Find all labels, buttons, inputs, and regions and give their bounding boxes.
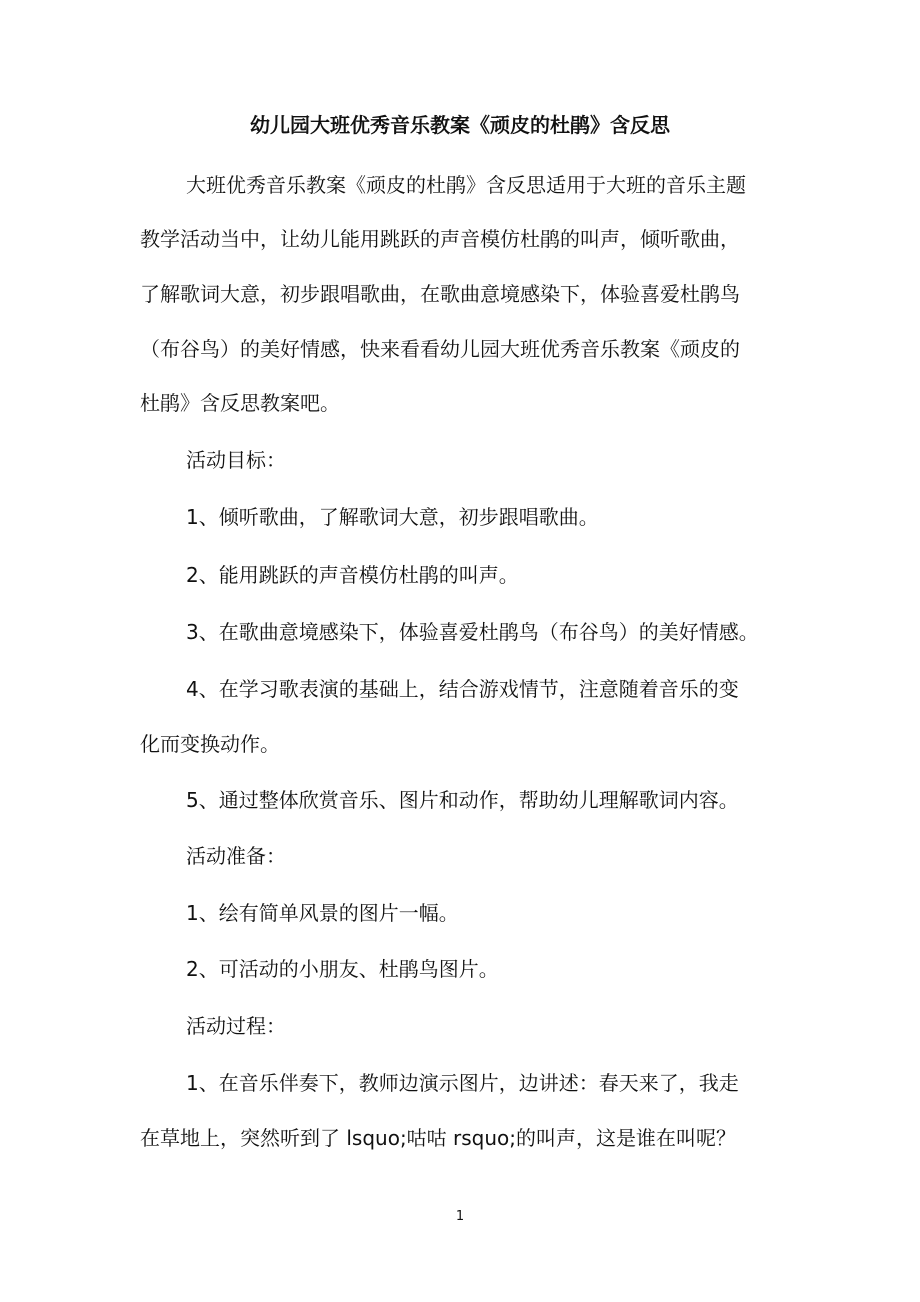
process-heading: 活动过程： xyxy=(186,1014,286,1038)
prep-item-1: 1、绘有简单风景的图片一幅。 xyxy=(186,901,459,925)
page-number: 1 xyxy=(455,1209,465,1224)
process-item-1: 1、在音乐伴奏下，教师边演示图片，边讲述：春天来了，我走 xyxy=(186,1071,739,1095)
goal-item-1: 1、倾听歌曲，了解歌词大意，初步跟唱歌曲。 xyxy=(186,505,599,529)
document-title: 幼儿园大班优秀音乐教案《顽皮的杜鹃》含反思 xyxy=(250,113,670,137)
intro-line-3: 了解歌词大意，初步跟唱歌曲，在歌曲意境感染下，体验喜爱杜鹃鸟 xyxy=(140,282,740,306)
intro-line-2: 教学活动当中，让幼儿能用跳跃的声音模仿杜鹃的叫声，倾听歌曲， xyxy=(140,227,740,251)
prep-heading: 活动准备： xyxy=(186,844,286,868)
goal-item-4-continued: 化而变换动作。 xyxy=(140,732,280,756)
intro-line-5: 杜鹃》含反思教案吧。 xyxy=(140,391,340,415)
goal-item-4: 4、在学习歌表演的基础上，结合游戏情节，注意随着音乐的变 xyxy=(186,677,739,701)
goals-heading: 活动目标： xyxy=(186,448,286,472)
intro-line-4: （布谷鸟）的美好情感，快来看看幼儿园大班优秀音乐教案《顽皮的 xyxy=(140,337,740,361)
goal-item-5: 5、通过整体欣赏音乐、图片和动作，帮助幼儿理解歌词内容。 xyxy=(186,788,739,812)
goal-item-2: 2、能用跳跃的声音模仿杜鹃的叫声。 xyxy=(186,563,519,587)
prep-item-2: 2、可活动的小朋友、杜鹃鸟图片。 xyxy=(186,957,499,981)
goal-item-3: 3、在歌曲意境感染下，体验喜爱杜鹃鸟（布谷鸟）的美好情感。 xyxy=(186,620,759,644)
intro-line-1: 大班优秀音乐教案《顽皮的杜鹃》含反思适用于大班的音乐主题 xyxy=(186,173,746,197)
process-item-1-continued: 在草地上，突然听到了 lsquo;咕咕 rsquo;的叫声，这是谁在叫呢？ xyxy=(140,1126,737,1150)
